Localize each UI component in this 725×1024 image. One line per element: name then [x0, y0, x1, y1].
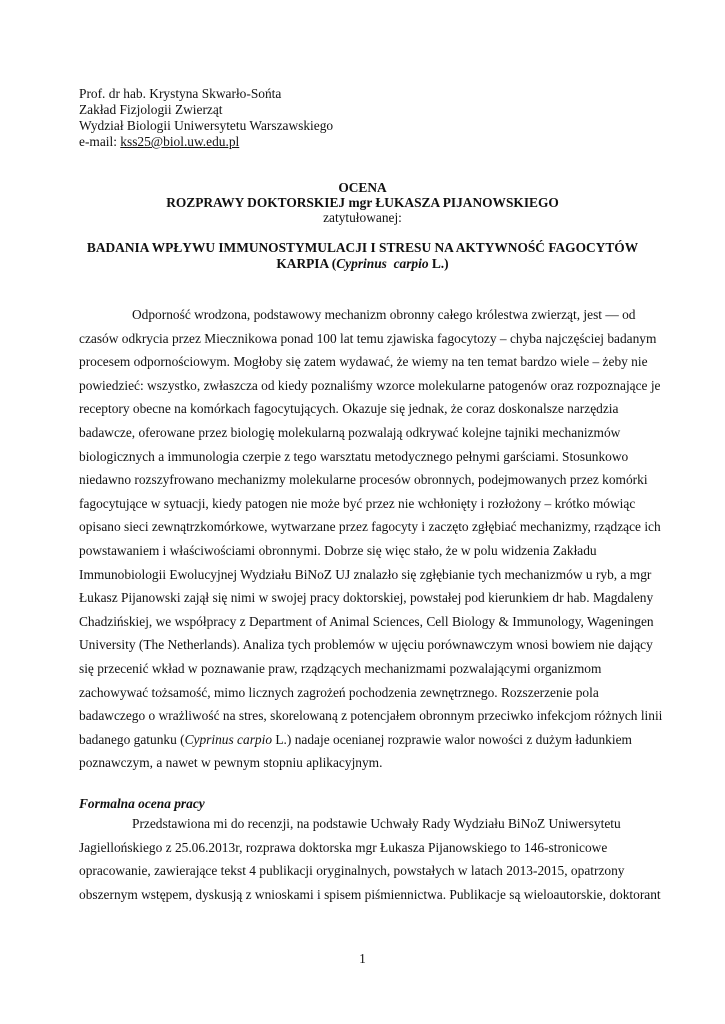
paragraph-line: opisano sieci zewnątrzkomórkowe, wytwarzane przez fagocyty i zaczęto zgłębiać mechanizmy, rządzące ich [79, 519, 661, 535]
line-pre: badanego gatunku ( [79, 731, 185, 747]
paragraph-line: badawczego o wrażliwość na stres, skorelowaną z potencjałem obronnym przeciwko infekcjom różnych linii [79, 708, 663, 724]
paragraph-line: Jagiellońskiego z 25.06.2013r, rozprawa doktorska mgr Łukasza Pijanowskiego to 146-stronicowe [79, 839, 608, 855]
paragraph-line: powstawaniem i właściwościami obronnymi. Dobrze się więc stało, że w polu widzenia Zakładu [79, 542, 597, 558]
paragraph-line: się przecenić wkład w poznawanie praw, rządzących mechanizmami pozwalającymi organizmom [79, 660, 602, 676]
line-post: L.) nadaje ocenianej rozprawie walor nowości z dużym ładunkiem [272, 731, 632, 747]
paragraph-line: zachowywać tożsamość, mimo licznych zagrożeń pochodzenia zewnętrznego. Rozszerzenie pola [79, 684, 599, 700]
paragraph-line: Przedstawiona mi do recenzji, na podstawie Uchwały Rady Wydziału BiNoZ Uniwersytetu [132, 816, 621, 831]
author-department: Zakład Fizjologii Zwierząt [79, 102, 223, 117]
paragraph-line: procesem odpornościowym. Mogłoby się zatem wydawać, że wiemy na ten temat bardzo wiele – żeby nie [79, 354, 648, 370]
paragraph-line: receptory obecne na komórkach fagocytujących. Okazuje się jednak, że coraz doskonalsze narzędzia [79, 401, 619, 417]
section-heading: Formalna ocena pracy [79, 796, 205, 811]
title-line-2: ROZPRAWY DOKTORSKIEJ mgr ŁUKASZA PIJANOWSKIEGO [166, 195, 559, 210]
subject-line-2-pre: KARPIA ( [276, 256, 337, 271]
paragraph-line: Immunobiologii Ewolucyjnej Wydziału BiNoZ UJ znalazło się zgłębianie tych mechanizmów u ryb, a mgr [79, 566, 652, 582]
section-paragraph [79, 812, 661, 906]
page-number: 1 [359, 951, 366, 966]
author-email-line [79, 134, 333, 150]
review-title [0, 180, 725, 225]
author-header [79, 86, 333, 150]
paragraph-line: badawcze, oferowane przez biologię molekularną pozwalają odkrywać kolejne tajniki mechanizmów [79, 424, 621, 440]
paragraph-line: fagocytujące w sytuacji, kiedy patogen nie może być przez nie wchłonięty i rozłożony – krótko mówiąc [79, 495, 636, 511]
title-line-1: OCENA [338, 180, 387, 195]
paragraph-line: powiedzieć: wszystko, zwłaszcza od kiedy poznaliśmy wzorce molekularne patogenów oraz rozpoznające je [79, 377, 661, 393]
paragraph-line: czasów odkrycia przez Miecznikowa ponad 100 lat temu zjawiska fagocytozy – chyba najczęściej badanym [79, 330, 657, 346]
paragraph-line: poznawczym, a nawet w pewnym stopniu aplikacyjnym. [79, 755, 383, 771]
paragraph-line: obszernym wstępem, dyskusją z wnioskami i spisem piśmiennictwa. Publikacje są wieloautorskie, doktorant [79, 886, 661, 902]
author-faculty: Wydział Biologii Uniwersytetu Warszawskiego [79, 118, 334, 133]
paragraph-line: Odporność wrodzona, podstawowy mechanizm obronny całego królestwa zwierząt, jest — od [132, 307, 636, 322]
email-label: e-mail: [79, 134, 121, 149]
paragraph-line [79, 728, 655, 752]
paragraph-line: opracowanie, zawierające tekst 4 publikacji oryginalnych, powstałych w latach 2013-2015, opatrzony [79, 863, 625, 879]
paragraph-line: University (The Netherlands). Analiza tych problemów w ujęciu porównawczym wnosi bowiem nie dający [79, 637, 653, 653]
paragraph-line: Łukasz Pijanowski zajął się nimi w swojej pracy doktorskiej, powstałej pod kierunkiem dr hab. Magdaleny [79, 590, 654, 606]
subject-line-2-post: L.) [428, 256, 449, 271]
subject-line-1: BADANIA WPŁYWU IMMUNOSTYMULACJI I STRESU NA AKTYWNOŚĆ FAGOCYTÓW [86, 240, 639, 255]
paragraph-line: niedawno rozszyfrowano mechanizmy molekularne procesów obronnych, podejmowanych przez komórki [79, 472, 648, 488]
paragraph-line: biologicznych a immunologia czerpie z tego warsztatu metodycznego pełnymi garściami. Stosunkowo [79, 448, 629, 464]
paragraph-line: Chadzińskiej, we współpracy z Department of Animal Sciences, Cell Biology & Immunology, Wageningen [79, 613, 654, 629]
author-name: Prof. dr hab. Krystyna Skwarło-Sońta [79, 86, 282, 101]
subject-species: carpio [393, 256, 429, 271]
intro-paragraph [79, 303, 663, 775]
title-line-3: zatytułowanej: [323, 210, 402, 225]
subject-line-2 [60, 256, 665, 272]
subject-genus: Cyprinus [336, 256, 387, 271]
species-name: Cyprinus carpio [184, 731, 273, 747]
thesis-subject [60, 240, 665, 272]
email-link[interactable]: kss25@biol.uw.edu.pl [120, 134, 240, 149]
